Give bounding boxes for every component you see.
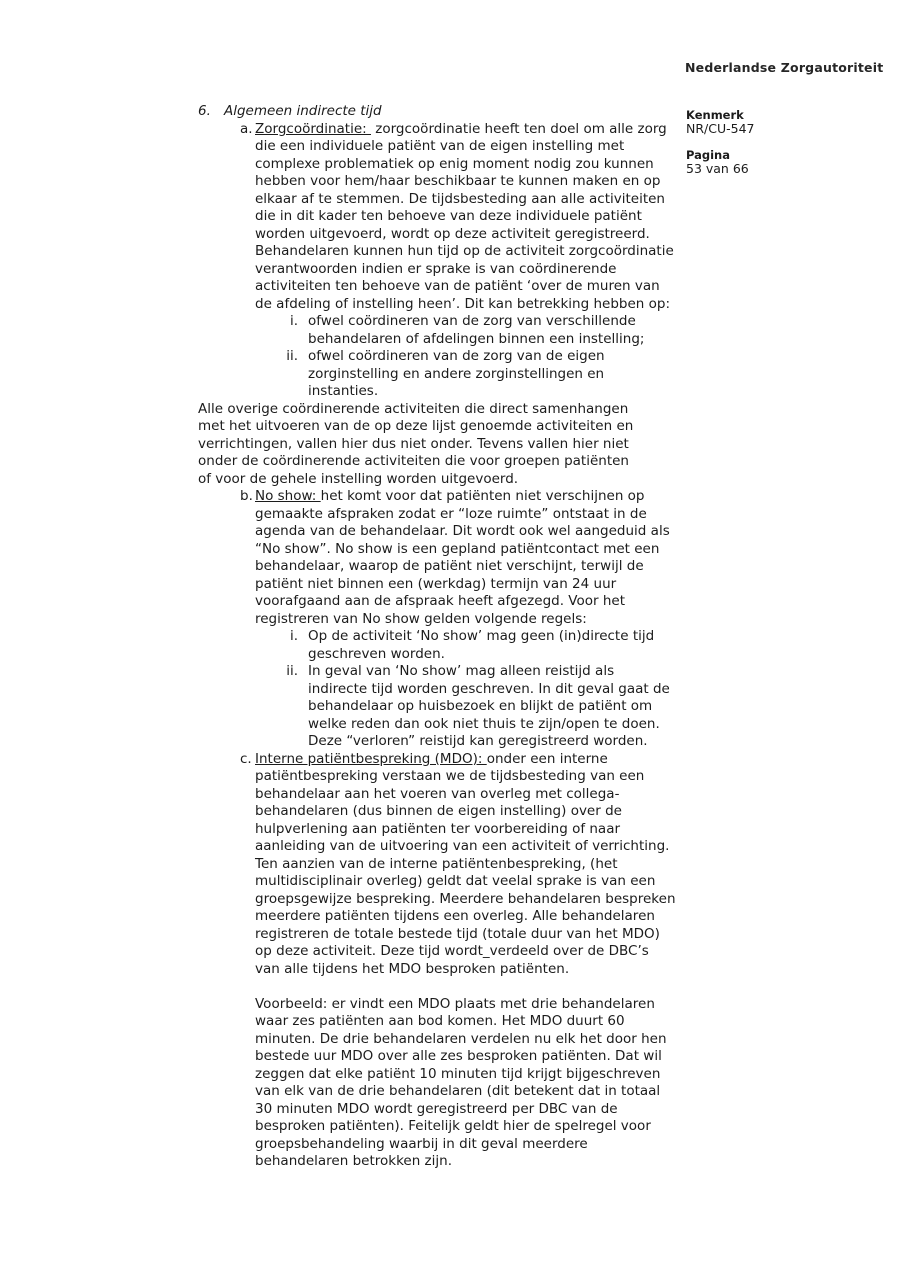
text-content: geschreven worden.	[308, 645, 445, 662]
text-line	[198, 681, 688, 699]
text-line	[198, 768, 688, 786]
underlined-term: Zorgcoördinatie:	[255, 120, 371, 137]
list-marker: ii.	[286, 663, 298, 679]
text-content: “No show”. No show is een gepland patiëntcontact met een	[255, 540, 660, 557]
text-line	[198, 243, 688, 261]
text-line	[198, 226, 688, 244]
text-content: hebben voor hem/haar beschikbaar te kunnen maken en op	[255, 173, 661, 189]
text-line	[198, 716, 688, 734]
text-content: registreren de totale bestede tijd (totale duur van het MDO)	[255, 925, 660, 942]
text-content: Deze “verloren” reistijd kan geregistreerd worden.	[308, 733, 648, 749]
text-content: zeggen dat elke patiënt 10 minuten tijd krijgt bijgeschreven	[255, 1065, 661, 1082]
text-line	[198, 576, 688, 594]
text-line	[198, 821, 688, 839]
list-marker: b.	[240, 488, 253, 504]
text-content: agenda van de behandelaar. Dit wordt ook wel aangeduid als	[255, 523, 670, 539]
text-content: waar zes patiënten aan bod komen. Het MDO duurt 60	[255, 1013, 625, 1029]
text-line	[198, 558, 688, 576]
text-content: behandelaren betrokken zijn.	[255, 1153, 452, 1169]
text-line	[198, 1101, 688, 1119]
text-content: instanties.	[308, 383, 379, 399]
text-line	[198, 1118, 688, 1136]
text-content: behandelaar, waarop de patiënt niet verschijnt, terwijl de	[255, 558, 644, 574]
text-content: behandelaar op huisbezoek en blijkt de patiënt om	[308, 698, 653, 714]
text-line	[198, 803, 688, 821]
kenmerk-value: NR/CU-547	[686, 121, 755, 136]
text-content: met het uitvoeren van de op deze lijst genoemde activiteiten en	[198, 418, 634, 434]
pagina-label: Pagina	[686, 148, 731, 162]
text-line	[198, 698, 688, 716]
nza-logo-wordmark: Nederlandse Zorgautoriteit	[685, 60, 884, 75]
text-content: die een individuele patiënt van de eigen instelling met	[255, 138, 625, 154]
text-line	[198, 838, 688, 856]
paragraph-spacer	[198, 978, 688, 996]
text-content: hulpverlening aan patiënten ter voorbereiding of naar	[255, 820, 621, 837]
text-line	[198, 506, 688, 524]
underlined-term: Interne patiëntbespreking (MDO):	[255, 750, 487, 767]
text-content: complexe problematiek op enig moment nodig zou kunnen	[255, 155, 654, 172]
text-content: meerdere patiënten tijdens een overleg. Alle behandelaren	[255, 908, 655, 924]
text-line	[198, 523, 688, 541]
text-content: Ten aanzien van de interne patiëntenbespreking, (het	[255, 855, 618, 872]
text-line	[198, 366, 688, 384]
text-line	[198, 786, 688, 804]
underlined-term: No show:	[255, 488, 321, 504]
text-content: welke reden dan ook niet thuis te zijn/open te doen.	[308, 715, 660, 732]
list-marker: i.	[289, 628, 298, 644]
text-content: ofwel coördineren van de zorg van de eigen	[308, 348, 605, 364]
text-content: verantwoorden indien er sprake is van coördinerende	[255, 260, 617, 277]
text-line	[198, 138, 688, 156]
list-marker: c.	[240, 750, 252, 767]
text-line	[198, 1136, 688, 1154]
text-line	[198, 313, 688, 331]
text-content: worden uitgevoerd, wordt op deze activiteit geregistreerd.	[255, 225, 650, 242]
text-line	[198, 996, 688, 1014]
text-line	[198, 208, 688, 226]
text-line	[198, 1013, 688, 1031]
list-marker: a.	[240, 120, 253, 137]
text-line	[198, 348, 688, 366]
text-line	[198, 663, 688, 681]
kenmerk-label: Kenmerk	[686, 108, 744, 122]
text-line	[198, 873, 688, 891]
text-content: de afdeling of instelling heen’. Dit kan betrekking hebben op:	[255, 295, 670, 312]
text-content: van elk van de drie behandelaren (dit betekent dat in totaal	[255, 1083, 661, 1099]
document-body	[198, 103, 688, 1171]
text-line	[198, 1031, 688, 1049]
text-content: registreren van No show gelden volgende regels:	[255, 610, 587, 627]
text-content: gemaakte afspraken zodat er “loze ruimte” ontstaat in de	[255, 505, 647, 522]
text-content: onder de coördinerende activiteiten die voor groepen patiënten	[198, 453, 629, 469]
text-content: multidisciplinair overleg) geldt dat veelal sprake is van een	[255, 873, 656, 889]
text-line	[198, 156, 688, 174]
text-line	[198, 751, 688, 769]
list-marker: ii.	[286, 348, 298, 364]
text-content: groepsgewijze bespreking. Meerdere behandelaren bespreken	[255, 890, 676, 907]
text-line	[198, 436, 688, 454]
text-line	[198, 646, 688, 664]
text-line	[198, 943, 688, 961]
text-line	[198, 1066, 688, 1084]
text-line	[198, 121, 688, 139]
text-line	[198, 541, 688, 559]
text-content: voorafgaand aan de afspraak heeft afgezegd. Voor het	[255, 593, 625, 609]
text-content: activiteiten ten behoeve van de patiënt ‘over de muren van	[255, 278, 660, 294]
text-content: Behandelaren kunnen hun tijd op de activiteit zorgcoördinatie	[255, 243, 674, 259]
text-content: Interne patiëntbespreking (MDO): onder een interne	[255, 750, 608, 767]
text-content: 30 minuten MDO wordt geregistreerd per DBC van de	[255, 1100, 618, 1117]
text-line	[198, 261, 688, 279]
text-line	[198, 628, 688, 646]
list-marker: 6.	[198, 103, 211, 119]
text-content: zorginstelling en andere zorginstellingen en	[308, 365, 605, 382]
text-content: elkaar af te stemmen. De tijdsbesteding aan alle activiteiten	[255, 190, 665, 207]
text-content: Zorgcoördinatie: zorgcoördinatie heeft ten doel om alle zorg	[255, 120, 667, 137]
text-content: die in dit kader ten behoeve van deze individuele patiënt	[255, 208, 642, 224]
text-content: Algemeen indirecte tijd	[224, 103, 382, 119]
text-content: ofwel coördineren van de zorg van verschillende	[308, 313, 636, 329]
text-line	[198, 908, 688, 926]
text-line	[198, 471, 688, 489]
text-line	[198, 856, 688, 874]
text-line	[198, 891, 688, 909]
text-content: groepsbehandeling waarbij in dit geval meerdere	[255, 1135, 588, 1152]
list-marker: i.	[289, 313, 298, 329]
text-line	[198, 103, 688, 121]
text-line	[198, 401, 688, 419]
text-line	[198, 173, 688, 191]
text-content: of voor de gehele instelling worden uitgevoerd.	[198, 470, 519, 487]
text-line	[198, 611, 688, 629]
text-content: verrichtingen, vallen hier dus niet onder. Tevens vallen hier niet	[198, 435, 629, 452]
text-line	[198, 488, 688, 506]
page-meta	[686, 108, 755, 188]
text-line	[198, 733, 688, 751]
text-content: patiënt niet binnen een (werkdag) termijn van 24 uur	[255, 575, 617, 592]
text-line	[198, 331, 688, 349]
text-content: patiëntbespreking verstaan we de tijdsbesteding van een	[255, 768, 645, 784]
text-content: In geval van ‘No show’ mag alleen reistijd als	[308, 663, 615, 679]
text-content: aanleiding van de uitvoering van een activiteit of verrichting.	[255, 838, 670, 854]
text-content: indirecte tijd worden geschreven. In dit geval gaat de	[308, 680, 670, 697]
text-content: bestede uur MDO over alle zes besproken patiënten. Dat wil	[255, 1048, 662, 1064]
text-line	[198, 1153, 688, 1171]
text-line	[198, 1048, 688, 1066]
text-line	[198, 383, 688, 401]
text-content: Op de activiteit ‘No show’ mag geen (in)directe tijd	[308, 628, 655, 644]
text-line	[198, 296, 688, 314]
text-line	[198, 926, 688, 944]
text-content: behandelaren of afdelingen binnen een instelling;	[308, 330, 645, 347]
text-line	[198, 593, 688, 611]
text-content: No show: het komt voor dat patiënten niet verschijnen op	[255, 488, 645, 504]
text-line	[198, 1083, 688, 1101]
text-line	[198, 961, 688, 979]
text-content: Voorbeeld: er vindt een MDO plaats met drie behandelaren	[255, 995, 655, 1012]
text-content: minuten. De drie behandelaren verdelen nu elk het door hen	[255, 1030, 667, 1047]
text-line	[198, 453, 688, 471]
text-line	[198, 191, 688, 209]
text-content: behandelaar aan het voeren van overleg met collega-	[255, 785, 620, 802]
text-content: behandelaren (dus binnen de eigen instelling) over de	[255, 803, 622, 819]
text-content: van alle tijdens het MDO besproken patiënten.	[255, 960, 570, 977]
pagina-value: 53 van 66	[686, 161, 749, 176]
text-content: op deze activiteit. Deze tijd wordt_verdeeld over de DBC’s	[255, 943, 649, 959]
text-content: besproken patiënten). Feitelijk geldt hier de spelregel voor	[255, 1118, 651, 1134]
text-line	[198, 278, 688, 296]
text-line	[198, 418, 688, 436]
text-content: Alle overige coördinerende activiteiten die direct samenhangen	[198, 400, 629, 417]
